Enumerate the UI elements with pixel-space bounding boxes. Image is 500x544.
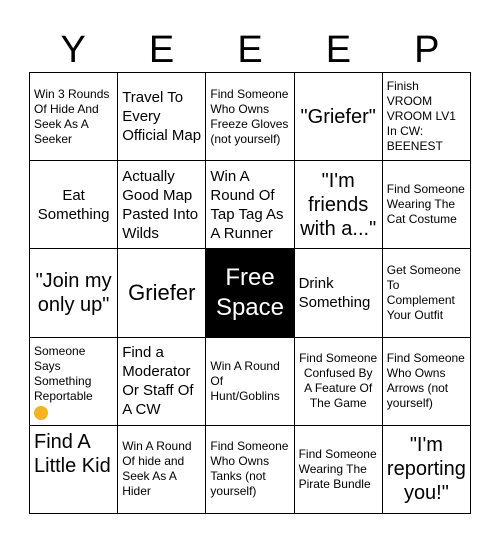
header-letter-1: Y xyxy=(60,29,86,71)
bingo-cell[interactable] xyxy=(30,73,118,161)
cell-text: "I'm reporting you!" xyxy=(386,434,466,505)
header-letter-4: E xyxy=(325,29,352,71)
bingo-cell[interactable] xyxy=(118,426,206,514)
cell-text: Someone Says Something Reportable xyxy=(34,343,93,403)
bingo-cell[interactable] xyxy=(118,249,206,337)
bingo-cell[interactable] xyxy=(295,426,383,514)
cell-text: Find Someone Confused By A Feature Of The Game xyxy=(299,351,378,411)
cell-text: Find Someone Who Owns Freeze Gloves (not yourself) xyxy=(210,86,289,146)
cell-text: Find Someone Wearing The Pirate Bundle xyxy=(298,446,377,491)
cell-text: Win A Round Of Hunt/Goblins xyxy=(210,358,280,403)
cell-text: Win 3 Rounds Of Hide And Seek As A Seeker xyxy=(34,86,110,146)
bingo-cell[interactable] xyxy=(383,426,471,514)
cell-text: Get Someone To Complement Your Outfit xyxy=(386,262,461,322)
cell-text: Drink Something xyxy=(298,274,371,311)
bingo-cell[interactable] xyxy=(206,426,294,514)
bingo-cell[interactable] xyxy=(30,161,118,249)
cell-text: Find Someone Wearing The Cat Costume xyxy=(386,182,465,227)
cell-text: Win A Round Of hide and Seek As A Hider xyxy=(122,439,192,499)
header-letter-5: P xyxy=(414,29,440,71)
bingo-board xyxy=(29,72,471,514)
cell-text: Travel To Every Official Map xyxy=(122,89,202,145)
bingo-cell[interactable] xyxy=(295,73,383,161)
cell-text: Find Someone Who Owns Tanks (not yourself) xyxy=(210,439,289,499)
bingo-cell[interactable] xyxy=(30,426,118,514)
cell-text: Finish VROOM VROOM LV1 In CW: BEENEST xyxy=(386,79,456,154)
bingo-cell[interactable] xyxy=(118,73,206,161)
cell-text: Win A Round Of Tap Tag As A Runner xyxy=(210,167,284,242)
bingo-cell[interactable] xyxy=(295,249,383,337)
cell-text: Griefer xyxy=(128,279,196,305)
bingo-cell[interactable] xyxy=(206,73,294,161)
bingo-cell[interactable] xyxy=(295,161,383,249)
free-space-cell[interactable] xyxy=(206,249,294,337)
bingo-cell[interactable] xyxy=(206,338,294,426)
bingo-cell[interactable] xyxy=(383,338,471,426)
cell-text: Find a Moderator Or Staff Of A CW xyxy=(122,344,194,419)
bingo-cell[interactable] xyxy=(383,161,471,249)
bingo-cell[interactable] xyxy=(295,338,383,426)
header-letter-3: E xyxy=(237,29,263,71)
bingo-header xyxy=(29,28,471,72)
bingo-cell[interactable] xyxy=(383,73,471,161)
cell-text: "I'm friends with a..." xyxy=(300,169,377,240)
bingo-cell[interactable] xyxy=(30,249,118,337)
header-letter-2: E xyxy=(148,29,175,71)
bingo-cell[interactable] xyxy=(118,338,206,426)
emoji-icon xyxy=(34,406,48,420)
cell-text: Free Space xyxy=(215,263,285,321)
cell-text: Eat Something xyxy=(37,186,110,223)
bingo-cell[interactable] xyxy=(30,338,118,426)
cell-text: Find Someone Who Owns Arrows (not yourself) xyxy=(386,351,465,411)
bingo-cell[interactable] xyxy=(206,161,294,249)
cell-text: Find A Little Kid xyxy=(34,430,111,477)
bingo-cell[interactable] xyxy=(383,249,471,337)
cell-text: "Griefer" xyxy=(300,105,376,128)
bingo-cell[interactable] xyxy=(118,161,206,249)
cell-text: Actually Good Map Pasted Into Wilds xyxy=(122,167,199,242)
cell-text: "Join my only up" xyxy=(35,269,112,316)
